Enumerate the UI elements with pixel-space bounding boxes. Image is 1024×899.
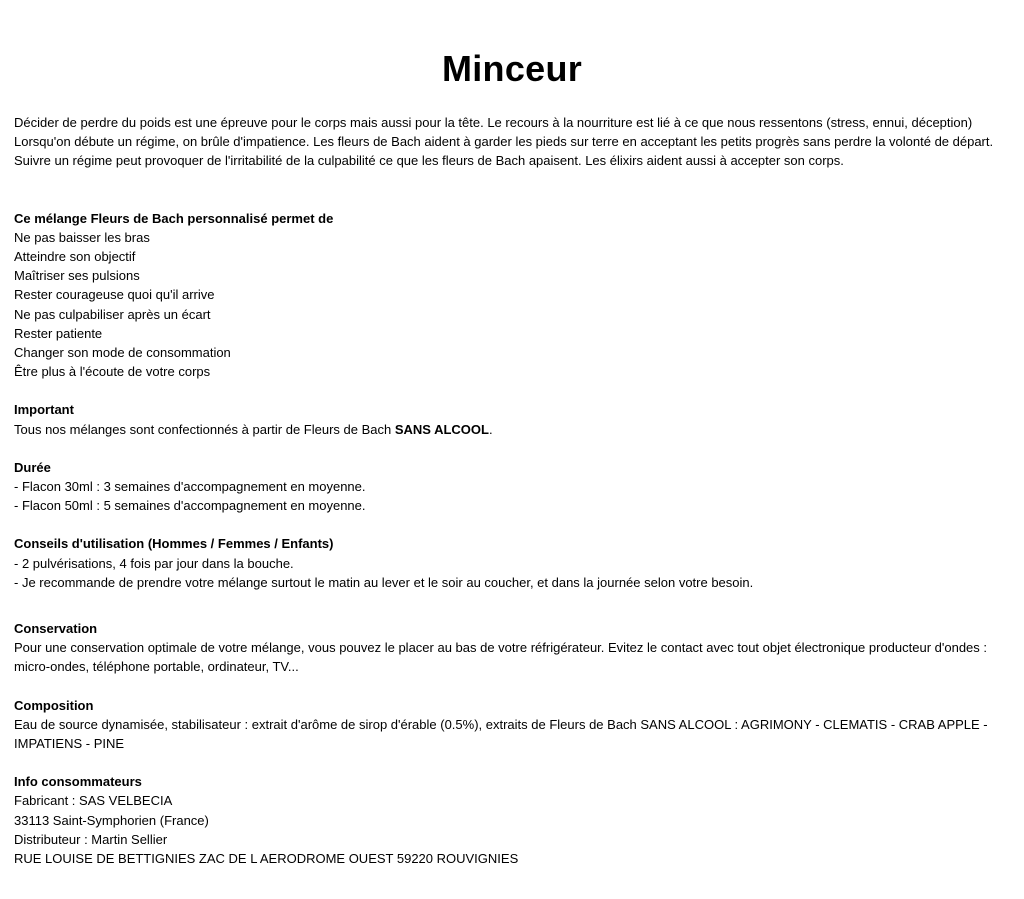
alcohol-free-emphasis: SANS ALCOOL xyxy=(394,421,489,437)
conservation-text: Pour une conservation optimale de votre mélange, vous pouvez le placer au bas de votre réfrigérateur. Evitez le contact avec tout objet électronique producteur d'ondes : micro-ondes, téléphone portable, ordinateur, TV... xyxy=(14,640,988,675)
duration-heading: Durée xyxy=(14,459,51,475)
usage-line: - 2 pulvérisations, 4 fois par jour dans la bouche. xyxy=(14,555,294,571)
benefit-item: Rester patiente xyxy=(14,325,103,341)
important-text xyxy=(14,420,1010,439)
spacer xyxy=(14,439,1010,458)
spacer xyxy=(14,171,1010,209)
benefits-heading: Ce mélange Fleurs de Bach personnalisé permet de xyxy=(14,210,334,226)
benefit-item: Ne pas culpabiliser après un écart xyxy=(14,306,211,322)
composition-section xyxy=(14,696,1010,754)
benefit-item: Atteindre son objectif xyxy=(14,249,136,265)
duration-section xyxy=(14,458,1010,516)
spacer xyxy=(14,515,1010,534)
conservation-section xyxy=(14,619,1010,677)
consumer-info-line: RUE LOUISE DE BETTIGNIES ZAC DE L AERODROME OUEST 59220 ROUVIGNIES xyxy=(14,851,519,867)
benefit-item: Changer son mode de consommation xyxy=(14,345,231,361)
spacer xyxy=(14,592,1010,619)
duration-line: - Flacon 30ml : 3 semaines d'accompagnement en moyenne. xyxy=(14,479,366,495)
composition-heading: Composition xyxy=(14,697,94,713)
usage-heading: Conseils d'utilisation (Hommes / Femmes / Enfants) xyxy=(14,536,334,552)
spacer xyxy=(14,381,1010,400)
important-body: Tous nos mélanges sont confectionnés à partir de Fleurs de Bach xyxy=(14,421,395,437)
spacer xyxy=(14,753,1010,772)
benefit-item: Maîtriser ses pulsions xyxy=(14,268,140,284)
benefits-section xyxy=(14,209,1010,382)
consumer-info-line: Fabricant : SAS VELBECIA xyxy=(14,793,173,809)
intro-paragraph: Décider de perdre du poids est une épreuve pour le corps mais aussi pour la tête. Le recours à la nourriture est lié à ce que nous ressentons (stress, ennui, déception) Lorsqu'on débute un régime, on brûle d'impatience. Les fleurs de Bach aident à garder les pieds sur terre en acceptant les petits progrès sans perdre la volonté de départ. Suivre un régime peut provoquer de l'irritabilité de la culpabilité ce que les fleurs de Bach apaisent. Les élixirs aident aussi à accepter son corps. xyxy=(14,115,994,169)
duration-line: - Flacon 50ml : 5 semaines d'accompagnement en moyenne. xyxy=(14,498,366,514)
benefit-item: Ne pas baisser les bras xyxy=(14,229,150,245)
consumer-info-section xyxy=(14,772,1010,868)
important-suffix: . xyxy=(488,421,493,437)
benefit-item: Rester courageuse quoi qu'il arrive xyxy=(14,287,215,303)
usage-line: - Je recommande de prendre votre mélange surtout le matin au lever et le soir au coucher, et dans la journée selon votre besoin. xyxy=(14,574,754,590)
consumer-info-heading: Info consommateurs xyxy=(14,774,142,790)
important-heading: Important xyxy=(14,402,74,418)
usage-section xyxy=(14,534,1010,592)
important-section xyxy=(14,400,1010,438)
consumer-info-line: 33113 Saint-Symphorien (France) xyxy=(14,812,209,828)
composition-text: Eau de source dynamisée, stabilisateur : extrait d'arôme de sirop d'érable (0.5%), extraits de Fleurs de Bach SANS ALCOOL : AGRIMONY - CLEMATIS - CRAB APPLE - IMPATIENS - PINE xyxy=(14,716,988,752)
product-description xyxy=(14,113,1010,868)
consumer-info-line: Distributeur : Martin Sellier xyxy=(14,831,168,847)
spacer xyxy=(14,677,1010,696)
benefit-item: Être plus à l'écoute de votre corps xyxy=(14,364,211,380)
page-title: Minceur xyxy=(441,48,583,90)
conservation-heading: Conservation xyxy=(14,621,98,637)
